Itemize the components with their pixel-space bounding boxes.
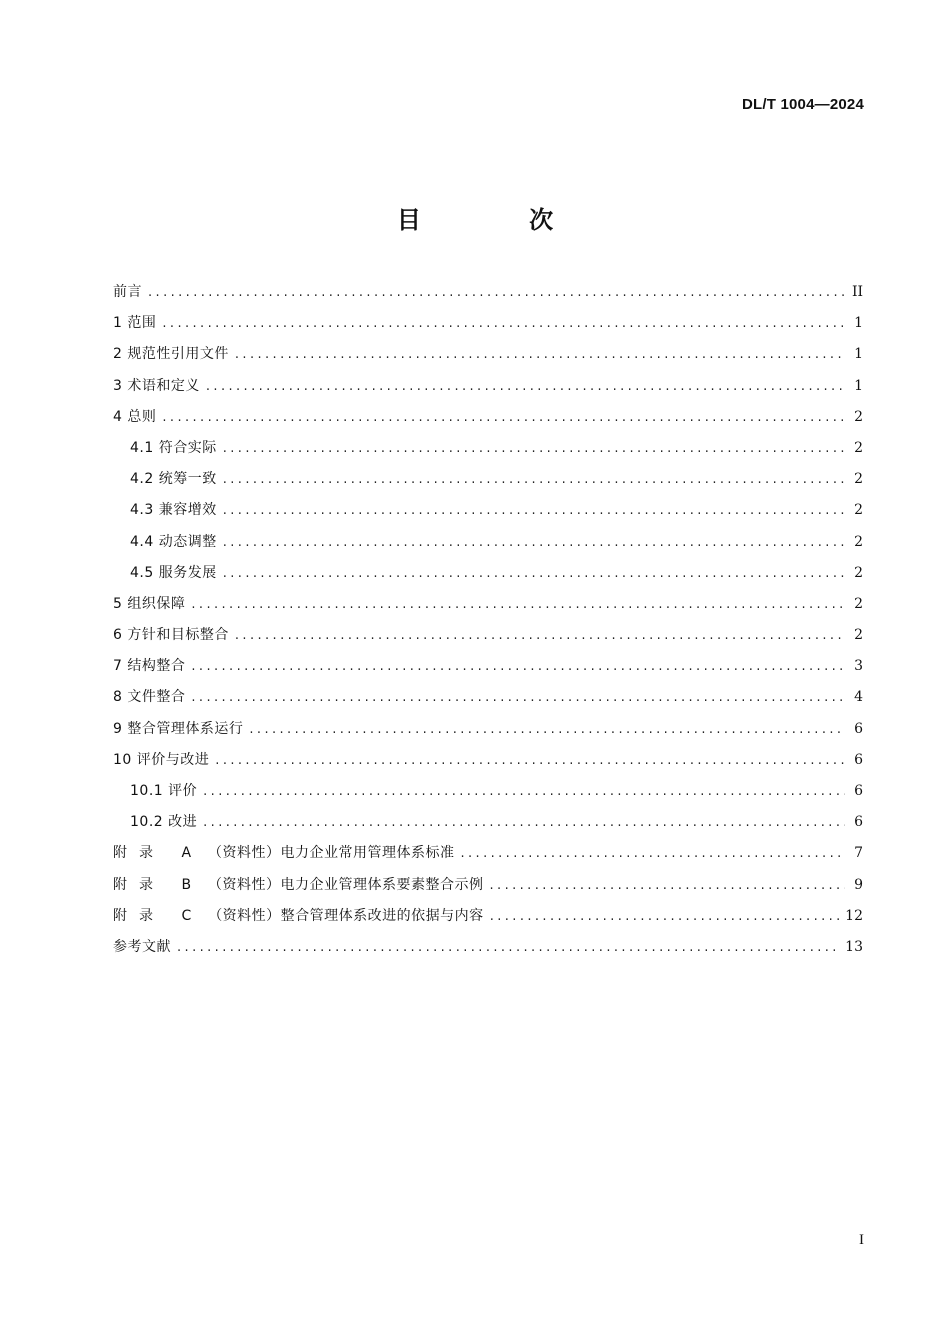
toc-dot-leader (223, 563, 845, 585)
toc-entry-number: 3 (113, 377, 123, 394)
toc-entry-number: 4.4 (130, 533, 154, 550)
toc-entry-text: 术语和定义 (127, 377, 200, 394)
toc-entry-label (113, 874, 484, 896)
toc-entry-text: （资料性）整合管理体系改进的依据与内容 (208, 907, 484, 924)
toc-entry-page: 1 (854, 346, 863, 363)
toc-entry-text: （资料性）电力企业常用管理体系标准 (207, 845, 455, 862)
toc-entry[interactable] (113, 343, 863, 374)
toc-entry-page: 2 (854, 408, 863, 425)
toc-entry-label (130, 531, 217, 553)
toc-dot-leader (148, 282, 845, 304)
toc-entry-number: 4.2 (130, 471, 154, 488)
toc-entry-number: 1 (113, 315, 123, 332)
toc-entry-page: 13 (845, 938, 863, 955)
toc-dot-leader (215, 750, 845, 772)
toc-entry-label (113, 312, 156, 334)
toc-entry-text: 改进 (168, 814, 198, 831)
toc-entry-page: 6 (854, 814, 863, 831)
toc-entry-page: 1 (854, 377, 863, 394)
toc-entry-label (113, 406, 156, 428)
toc-entry-text: 范围 (127, 315, 157, 332)
toc-entry[interactable] (113, 312, 863, 343)
toc-dot-leader (223, 438, 845, 460)
toc-entry-label (113, 936, 171, 958)
toc-entry-number: 附录 B (113, 876, 204, 893)
toc-entry-page: 12 (845, 907, 863, 924)
toc-entry[interactable] (113, 655, 863, 686)
toc-dot-leader (206, 376, 845, 398)
toc-entry-text: （资料性）电力企业管理体系要素整合示例 (208, 876, 484, 893)
toc-entry-page: 4 (854, 689, 863, 706)
toc-entry-label (113, 718, 243, 740)
toc-entry[interactable] (113, 499, 863, 530)
toc-entry-page: 2 (854, 471, 863, 488)
toc-entry-page: 7 (854, 845, 863, 862)
toc-dot-leader (223, 500, 845, 522)
toc-entry-page: 2 (854, 627, 863, 644)
toc-entry-label (130, 562, 217, 584)
toc-entry-page: 9 (854, 876, 863, 893)
toc-entry-text: 参考文献 (113, 938, 171, 955)
toc-entry-text: 前言 (113, 284, 142, 300)
toc-entry-text: 服务发展 (158, 564, 217, 581)
toc-dot-leader (191, 594, 845, 616)
toc-dot-leader (203, 781, 845, 803)
toc-entry-label (113, 655, 185, 677)
toc-entry[interactable] (113, 811, 863, 842)
toc-entry[interactable] (113, 406, 863, 437)
toc-entry-number: 9 (113, 720, 123, 737)
toc-entry-text: 总则 (127, 408, 157, 425)
toc-entry-page: 6 (854, 751, 863, 768)
toc-entry-label (130, 499, 217, 521)
toc-dot-leader (203, 812, 845, 834)
toc-entry-label (113, 343, 229, 365)
toc-entry[interactable] (113, 437, 863, 468)
toc-entry-label (113, 749, 209, 771)
toc-entry-page: 2 (854, 502, 863, 519)
toc-entry-number: 10 (113, 751, 132, 768)
toc-dot-leader (191, 656, 845, 678)
toc-entry-page: 6 (854, 720, 863, 737)
toc-entry-page: II (851, 284, 863, 300)
toc-entry-page: 3 (854, 658, 863, 675)
toc-dot-leader (460, 843, 845, 865)
toc-entry-text: 方针和目标整合 (127, 627, 229, 644)
toc-entry-number: 7 (113, 658, 123, 675)
toc-entry-number: 10.1 (130, 783, 164, 799)
table-of-contents (113, 281, 863, 967)
toc-entry-number: 8 (113, 689, 123, 706)
toc-entry[interactable] (113, 749, 863, 780)
toc-entry-page: 2 (854, 533, 863, 550)
toc-entry-text: 符合实际 (158, 439, 217, 456)
toc-entry[interactable] (113, 593, 863, 624)
document-code: DL/T 1004—2024 (741, 96, 864, 113)
page-number: I (859, 1232, 864, 1248)
toc-entry-text: 动态调整 (158, 533, 217, 550)
toc-entry-page: 2 (854, 595, 863, 612)
toc-dot-leader (177, 937, 841, 959)
toc-entry[interactable] (113, 905, 863, 936)
toc-entry-page: 2 (854, 439, 863, 456)
toc-entry[interactable] (113, 624, 863, 655)
toc-entry-text: 统筹一致 (158, 471, 217, 488)
toc-entry[interactable] (113, 531, 863, 562)
toc-entry-page: 1 (854, 315, 863, 332)
toc-entry-text: 文件整合 (127, 689, 186, 706)
toc-entry-number: 附录 C (113, 907, 204, 924)
toc-entry[interactable] (113, 874, 863, 905)
toc-entry-page: 6 (854, 783, 863, 799)
toc-entry-label (113, 842, 454, 864)
toc-dot-leader (235, 625, 845, 647)
toc-dot-leader (490, 906, 841, 928)
toc-entry-label (130, 780, 197, 802)
toc-entry[interactable] (113, 375, 863, 406)
toc-entry[interactable] (113, 780, 863, 811)
toc-entry[interactable] (113, 686, 863, 717)
toc-entry-page: 2 (854, 564, 863, 581)
toc-dot-leader (191, 687, 845, 709)
toc-entry[interactable] (113, 281, 863, 312)
toc-dot-leader (223, 469, 845, 491)
toc-dot-leader (249, 719, 845, 741)
toc-entry[interactable] (113, 936, 863, 967)
toc-dot-leader (235, 344, 845, 366)
toc-entry-label (113, 624, 229, 646)
toc-entry[interactable] (113, 842, 863, 873)
toc-entry-text: 兼容增效 (158, 502, 217, 519)
toc-entry-label (113, 686, 185, 708)
toc-entry-text: 规范性引用文件 (127, 346, 229, 363)
toc-entry-label (113, 593, 185, 615)
toc-entry-label (130, 468, 217, 490)
toc-entry[interactable] (113, 718, 863, 749)
toc-entry-number: 4.1 (130, 439, 154, 456)
toc-entry-number: 5 (113, 595, 123, 612)
toc-entry-text: 组织保障 (127, 595, 186, 612)
toc-entry-text: 评价与改进 (136, 751, 210, 768)
toc-entry-number: 4 (113, 408, 123, 425)
toc-dot-leader (223, 532, 845, 554)
toc-entry-number: 4.3 (130, 502, 154, 519)
toc-entry-text: 评价 (168, 783, 198, 799)
toc-entry-number: 2 (113, 346, 123, 363)
toc-entry-number: 6 (113, 627, 123, 644)
toc-entry-text: 结构整合 (127, 658, 186, 675)
toc-entry[interactable] (113, 562, 863, 593)
toc-entry-label (113, 281, 142, 303)
toc-title: 目 次 (396, 206, 604, 234)
toc-entry-number: 附录 A (113, 845, 204, 862)
toc-entry-label (130, 437, 217, 459)
toc-entry-text: 整合管理体系运行 (127, 720, 244, 737)
toc-dot-leader (162, 313, 845, 335)
toc-dot-leader (490, 875, 845, 897)
toc-entry-number: 10.2 (130, 814, 164, 831)
toc-entry-label (113, 375, 200, 397)
toc-entry-number: 4.5 (130, 564, 154, 581)
toc-entry[interactable] (113, 468, 863, 499)
toc-entry-label (113, 905, 484, 927)
toc-dot-leader (162, 407, 845, 429)
toc-entry-label (130, 811, 197, 833)
